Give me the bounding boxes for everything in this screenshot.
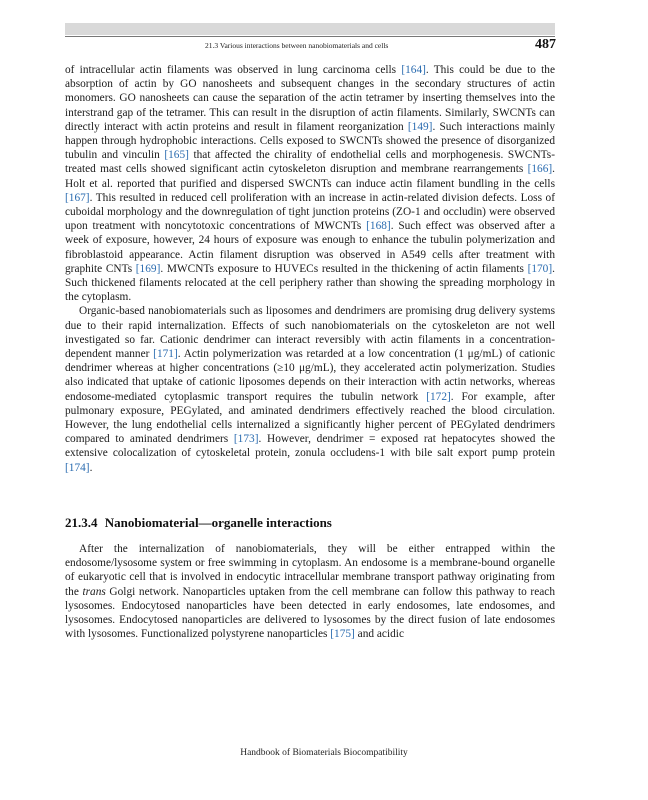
text-run: . Such effect was observed after a week of exposure, however, 24 hours of exposure was enough to enhance the tubulin polymerization and fibroblastoid appearance. Actin filament disruption was observed in A549 cells after treatment with graphite CNTs [65,220,555,275]
citation-link[interactable]: [174] [65,461,90,474]
page-number: 487 [535,37,556,52]
running-head: 21.3 Various interactions between nanobiomaterials and cells [205,41,389,50]
section-title: Nanobiomaterial—organelle interactions [104,514,332,530]
text-run: . This could be due to the absorption of actin by GO nanosheets and subsequent changes in the secondary structures of actin monomers. GO nanosheets can cause the separation of the actin tetramer by inserting themselves into the interstrand gap of the tetramer. This can result in the disruption of actin filaments. Similarly, SWCNTs can directly interact with actin proteins and result in filament reorganization [65,64,555,133]
italic-text: trans [82,585,106,598]
text-run: that affected the chirality of endothelial cells and morphogenesis. SWCNTs-treated mast cells showed significant actin cytoskeleton disruption and membrane rearrangements [65,149,555,176]
citation-link[interactable]: [165] [164,149,189,162]
section-number: 21.3.4 [65,514,98,530]
citation-link[interactable]: [171] [153,348,178,361]
text-run: . Such thickened filaments relocated at the cell periphery rather than showing the spreading morphology in the cytoplasm. [65,262,555,304]
citation-link[interactable]: [166] [527,163,553,176]
footer-book-title: Handbook of Biomaterials Biocompatibility [240,748,408,758]
paragraph-3 [65,542,555,641]
text-run: and acidic [354,628,404,641]
header-rule [65,36,555,37]
text-run: . However, dendrimer = exposed rat hepatocytes showed the extensive colocalization of cytoskeletal protein, zonula occludens-1 with bile salt export pump protein [65,433,555,460]
text-run: After the internalization of nanobiomaterials, they will be either entrapped within the endosome/lysosome system or free swimming in cytoplasm. An endosome is a membrane-bound organelle of eukaryotic cell that is involved in endocytic intracellular membrane transport pathway originating from the [65,542,555,598]
text-run: . Such interactions mainly happen through hydrophobic interactions. Cells exposed to SWCNTs showed the presence of disorganized tubulin and vinculin [65,120,555,162]
text-run: . [89,461,93,474]
citation-link[interactable]: [149] [407,120,433,133]
page-body [65,63,555,641]
paragraph-2 [65,304,555,474]
text-run: . For example, after pulmonary exposure, PEGylated, and aminated dendrimers effectively reached the blood circulation. However, the lung endothelial cells internalized a significantly higher percent of PEGylated dendrimers compared to aminated dendrimers [65,390,556,446]
text-run: . MWCNTs exposure to HUVECs resulted in the thickening of actin filaments [160,262,528,275]
citation-link[interactable]: [164] [401,64,426,76]
text-run: . Actin polymerization was retarded at a low concentration (1 μg/mL) of cationic dendrimer whereas at higher concentrations (≥10 μg/mL), they accelerated actin polymerization. Studies also indicated that uptake of cationic liposomes depends on their interaction with actin networks, whereas endosome-mediated cytoplasmic transport requires the tubulin network [65,348,555,403]
citation-link[interactable]: [172] [426,390,451,403]
header-bar [65,23,555,35]
citation-link[interactable]: [173] [233,433,259,446]
citation-link[interactable]: [175] [330,628,355,641]
citation-link[interactable]: [168] [366,220,391,233]
text-run: Golgi network. Nanoparticles uptaken from the cell membrane can follow this pathway to reach lysosomes. Endocytosed nanoparticles have been detected in early endosomes, late endosomes, and lysosomes. Endocytosed nanoparticles are delivered to lysosomes by the direct fusion of late endosomes with lysosomes. Functionalized polystyrene nanoparticles [65,585,555,641]
citation-link[interactable]: [170] [527,262,553,275]
text-run: . Holt et al. reported that purified and dispersed SWCNTs can induce actin filament bundling in the cells [65,163,555,190]
text-run: . This resulted in reduced cell proliferation with an increase in actin-related division defects. Loss of cuboidal morphology and the downregulation of tight junction proteins (ZO-1 and occludin) were observed upon treatment with noncytotoxic concentrations of MWCNTs [65,191,555,233]
text-run: Organic-based nanobiomaterials such as liposomes and dendrimers are promising drug delivery systems due to their rapid internalization. Effects of such nanobiomaterials on the cytoskeleton are not well investigated so far. Cationic dendrimer can interact reversibly with actin filaments in a concentration-dependent manner [65,305,555,361]
citation-link[interactable]: [167] [65,191,90,204]
section-heading [65,515,555,531]
citation-link[interactable]: [169] [135,262,161,275]
text-run: of intracellular actin filaments was observed in lung carcinoma cells [65,64,402,76]
paragraph-1 [65,63,555,304]
